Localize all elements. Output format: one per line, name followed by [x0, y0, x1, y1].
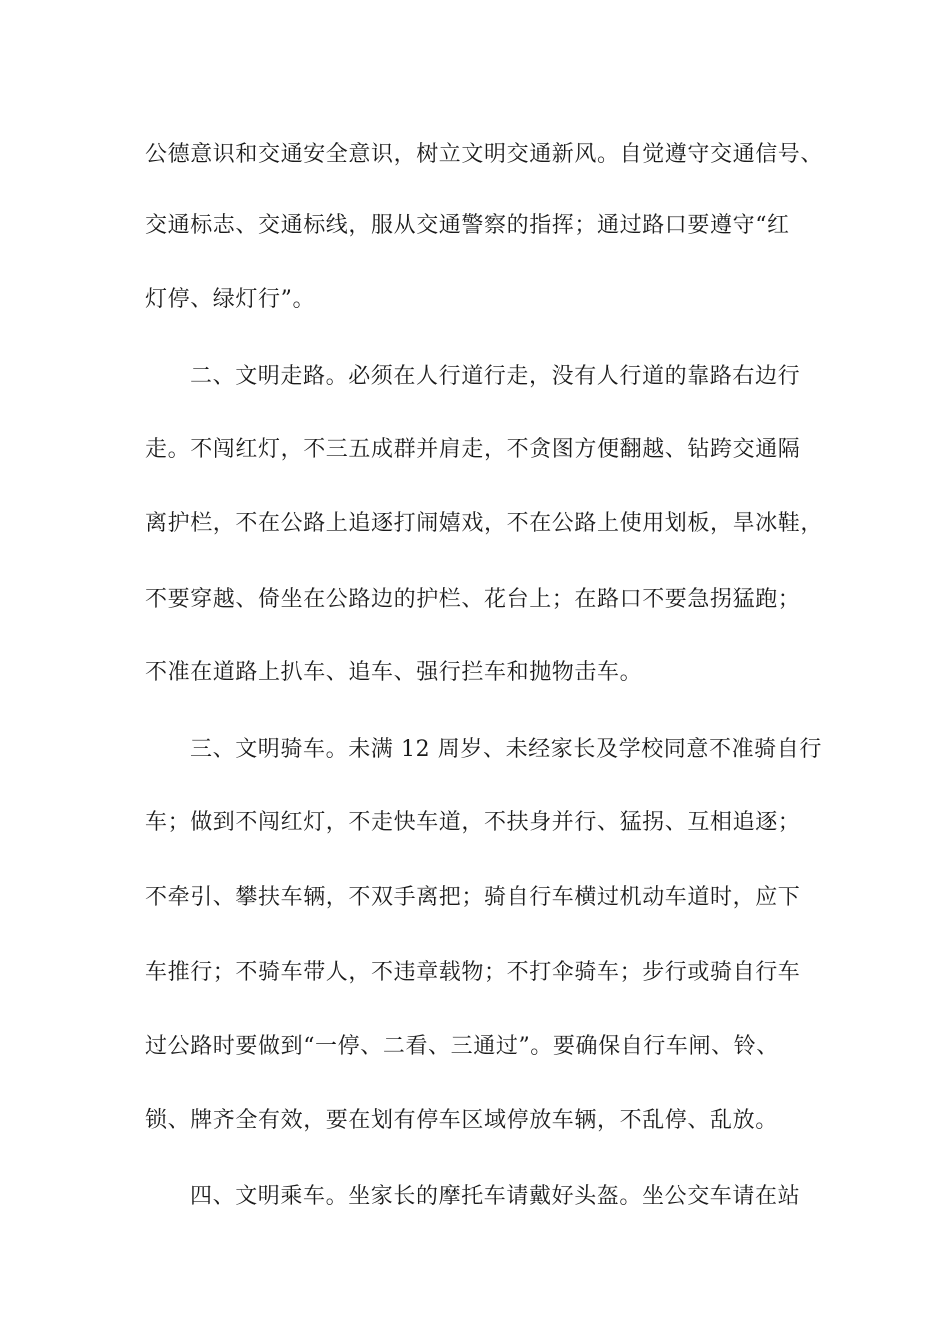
- text-line: 不要穿越、倚坐在公路边的护栏、花台上；在路口不要急拐猛跑；: [145, 587, 801, 612]
- text-line: 不牵引、攀扶车辆，不双手离把；骑自行车横过机动车道时，应下: [145, 885, 801, 910]
- text-line: 灯停、绿灯行”。: [145, 287, 316, 312]
- paragraph-2-first-line: 二、文明走路。必须在人行道行走，没有人行道的靠路右边行: [190, 364, 801, 389]
- paragraph-3-first-line: 三、文明骑车。未满 12 周岁、未经家长及学校同意不准骑自行: [190, 737, 822, 762]
- text-line: 车推行；不骑车带人，不违章载物；不打伞骑车；步行或骑自行车: [145, 960, 801, 985]
- text-line: 公德意识和交通安全意识，树立文明交通新风。自觉遵守交通信号、: [145, 142, 824, 167]
- text-line: 交通标志、交通标线，服从交通警察的指挥；通过路口要遵守“红: [145, 213, 790, 238]
- text-line: 过公路时要做到“一停、二看、三通过”。要确保自行车闸、铃、: [145, 1034, 779, 1059]
- text-line: 锁、牌齐全有效，要在划有停车区域停放车辆，不乱停、乱放。: [145, 1108, 778, 1133]
- text-line: 走。不闯红灯，不三五成群并肩走，不贪图方便翻越、钻跨交通隔: [145, 437, 801, 462]
- text-line: 车；做到不闯红灯，不走快车道，不扶身并行、猛拐、互相追逐；: [145, 810, 801, 835]
- text-line: 不准在道路上扒车、追车、强行拦车和抛物击车。: [145, 660, 643, 685]
- text-line: 离护栏，不在公路上追逐打闹嬉戏，不在公路上使用划板，旱冰鞋，: [145, 511, 824, 536]
- paragraph-4-first-line: 四、文明乘车。坐家长的摩托车请戴好头盔。坐公交车请在站: [190, 1184, 801, 1209]
